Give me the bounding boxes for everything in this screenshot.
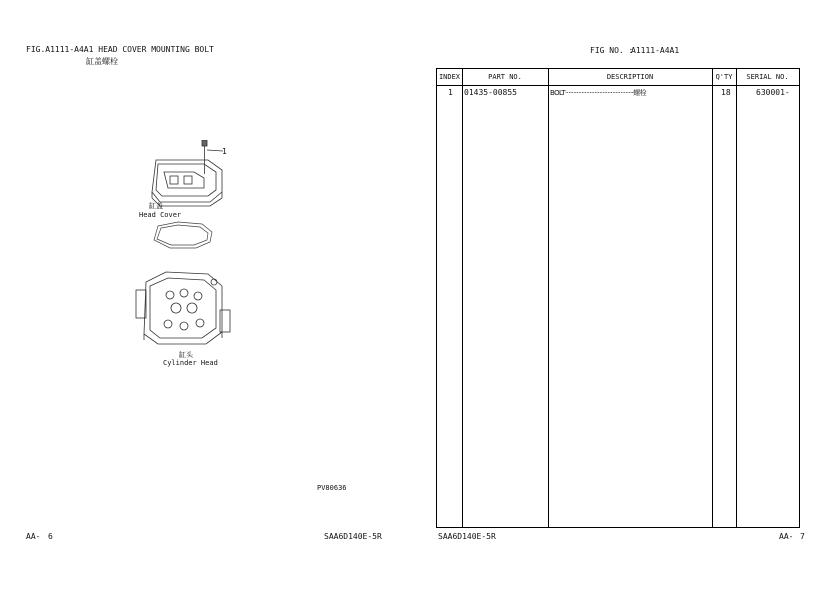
row-serial-no: 630001- [756, 88, 790, 97]
head-cover-label-chinese: 缸盖 [149, 202, 163, 210]
figure-title: FIG.A1111-A4A1 HEAD COVER MOUNTING BOLT [26, 45, 214, 54]
row-part-no: 01435-00855 [464, 88, 517, 97]
column-header-description: DESCRIPTION [606, 73, 654, 81]
column-header-serial-no: SERIAL NO. [746, 73, 789, 81]
page-number: 6 [48, 532, 53, 541]
parts-illustration [130, 140, 240, 370]
column-header-qty: Q'TY [715, 73, 733, 81]
row-qty: 18 [721, 88, 731, 97]
page-number-right: 7 [800, 532, 805, 541]
model-code-right: SAA6D140E-5R [438, 532, 496, 541]
cylinder-head-label: Cylinder Head [163, 359, 218, 367]
fig-no-label: FIG NO. : [590, 46, 634, 55]
head-cover-drawing [152, 160, 222, 206]
callout-number: 1 [222, 147, 227, 156]
model-code: SAA6D140E-5R [324, 532, 382, 541]
page-number-prefix-right: AA- [779, 532, 794, 541]
page-number-prefix: AA- [26, 532, 41, 541]
parts-table [436, 68, 800, 528]
gasket-drawing [154, 222, 212, 248]
drawing-id: PV80636 [317, 484, 347, 492]
row-description: BOLT··········································螺栓 [550, 89, 647, 97]
fig-no-value: A1111-A4A1 [631, 46, 680, 55]
cylinder-head-label-chinese: 缸头 [179, 351, 193, 359]
column-header-index: INDEX [438, 73, 461, 81]
row-index: 1 [448, 88, 453, 97]
figure-title-chinese: 缸盖螺栓 [86, 57, 118, 66]
head-cover-label: Head Cover [139, 211, 182, 219]
column-header-part-no: PART NO. [488, 73, 522, 81]
cylinder-head-drawing [136, 272, 230, 344]
